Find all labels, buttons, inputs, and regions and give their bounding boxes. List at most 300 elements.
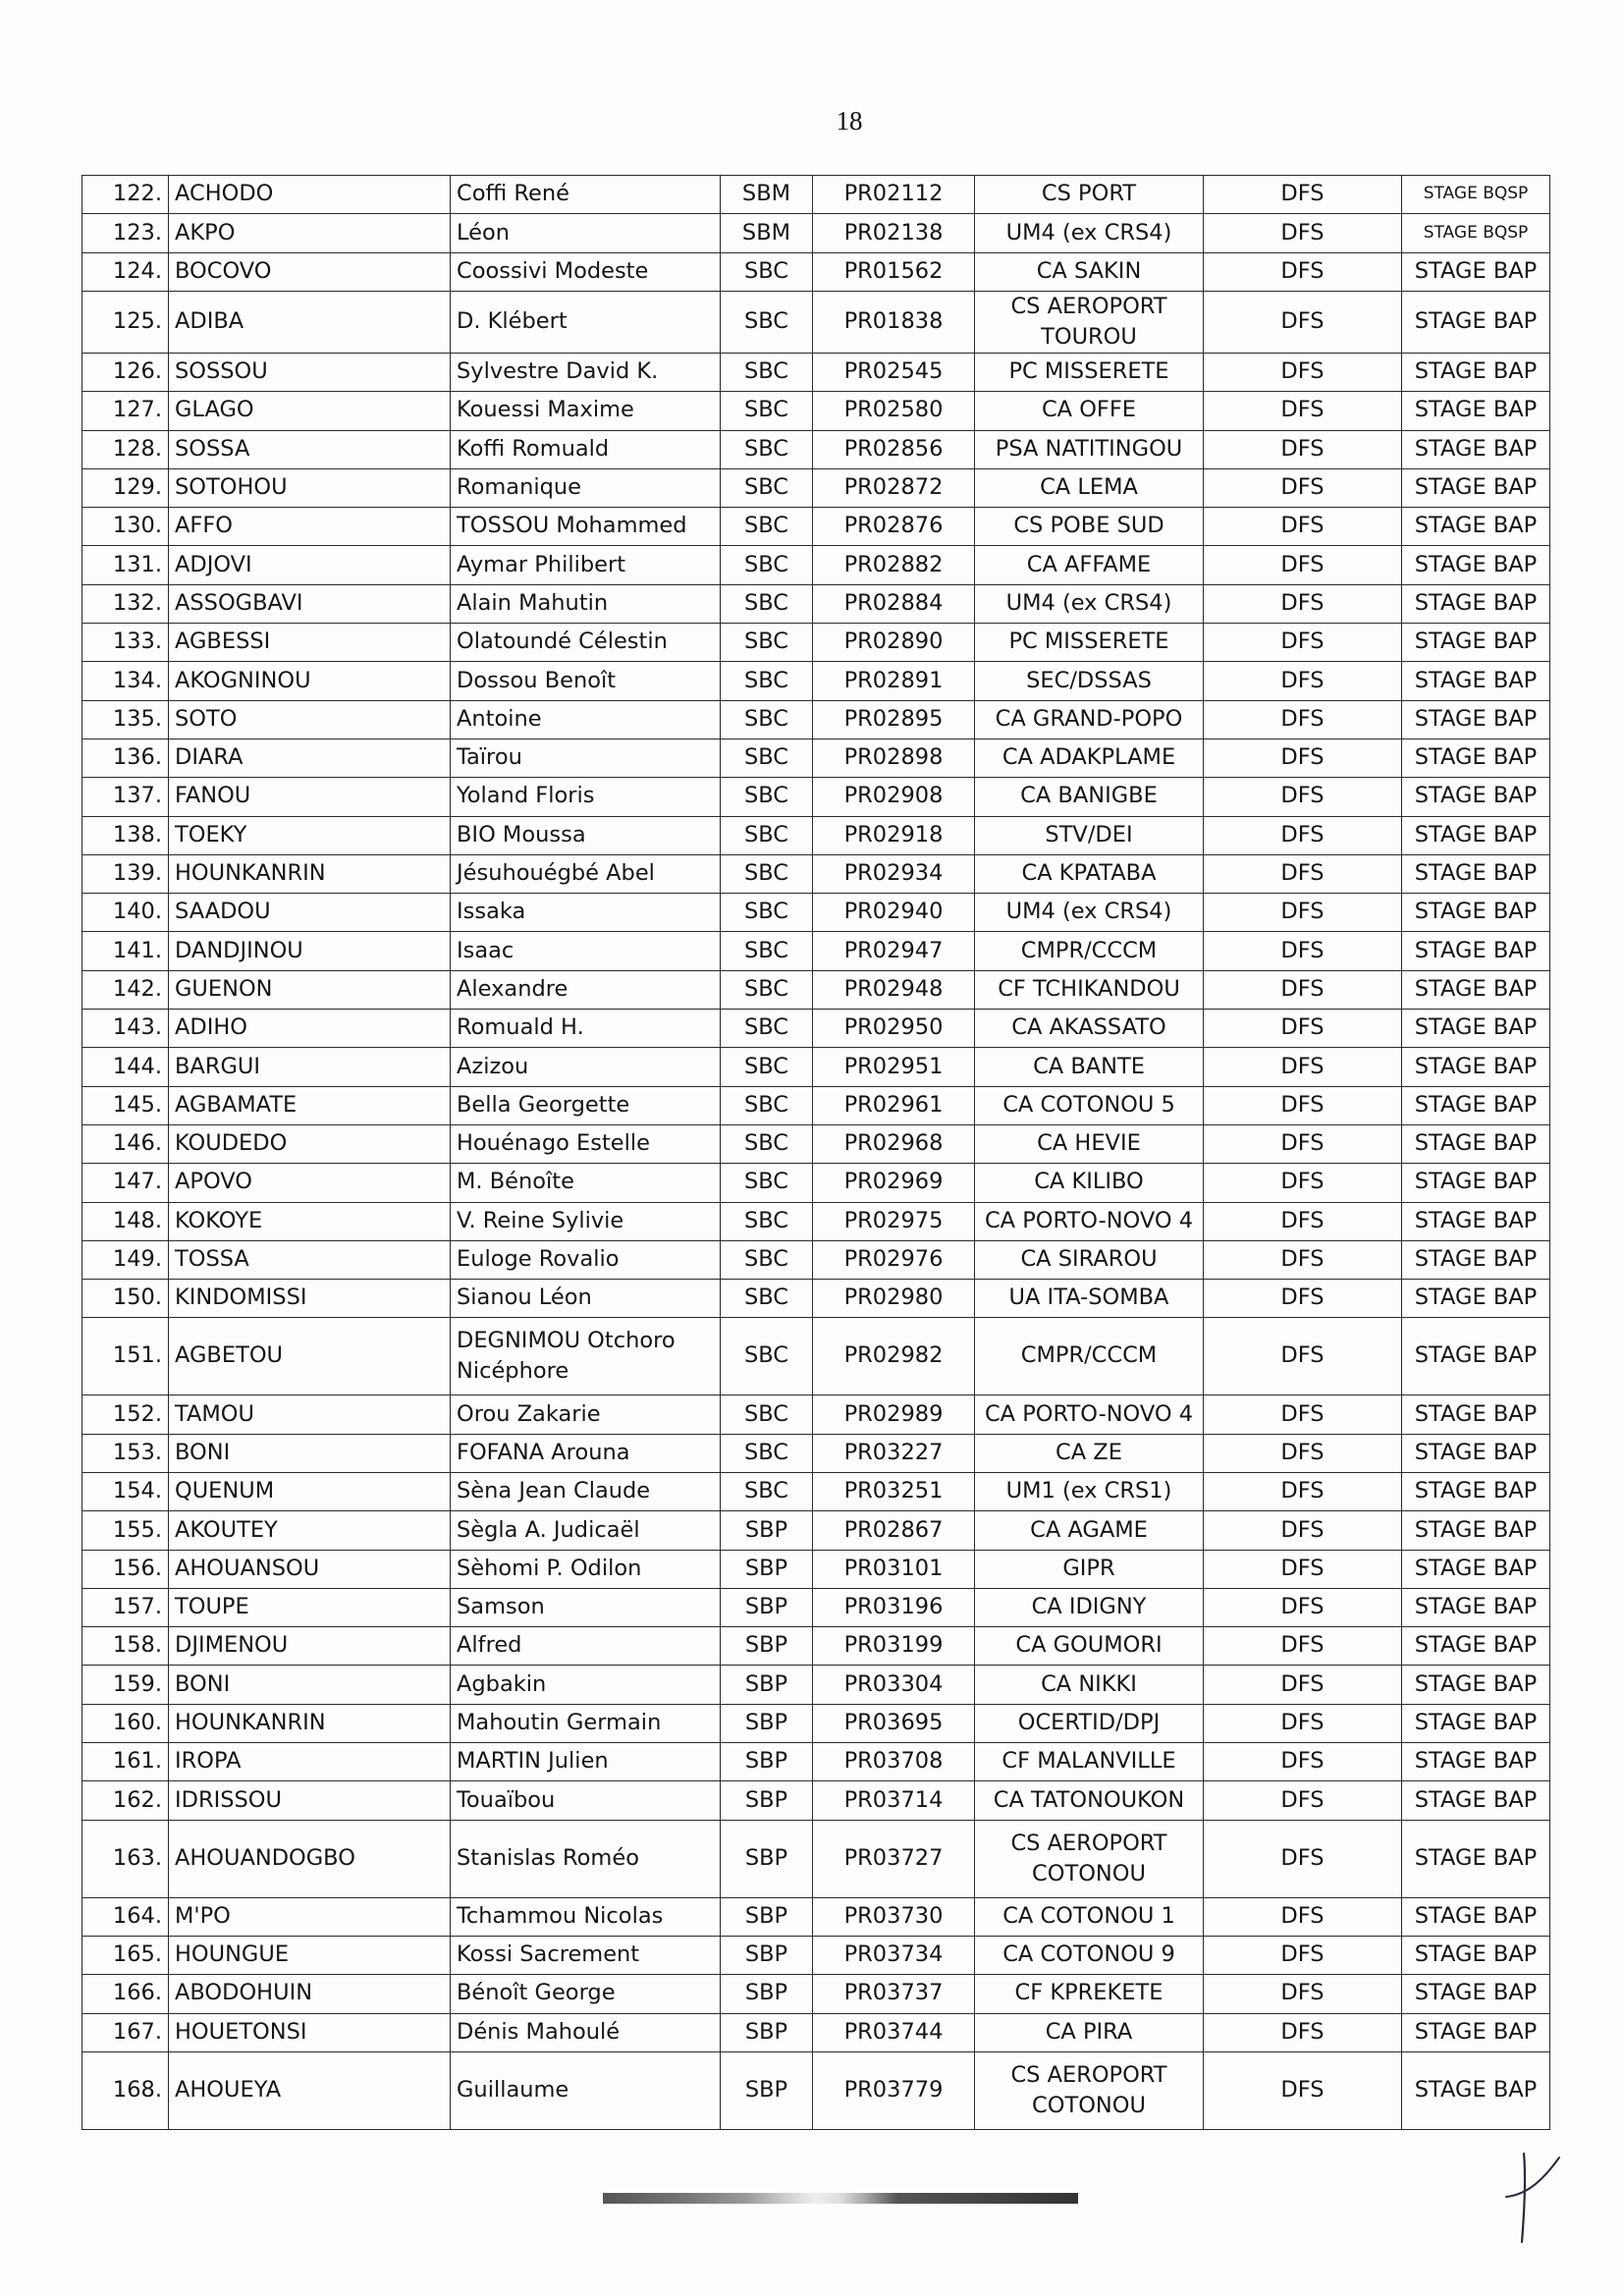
given-names-cell: Alfred: [451, 1627, 721, 1666]
surname-cell: AKPO: [169, 214, 451, 252]
given-names-cell: Kossi Sacrement: [451, 1936, 721, 1974]
surname-cell: ADIBA: [169, 291, 451, 353]
directorate-cell: DFS: [1204, 1897, 1402, 1936]
grade-cell: SBC: [721, 1202, 813, 1240]
matricule-cell: PR02872: [813, 468, 975, 507]
given-names-cell: Léon: [451, 214, 721, 252]
given-names-cell: TOSSOU Mohammed: [451, 508, 721, 546]
grade-cell: SBP: [721, 1897, 813, 1936]
handwritten-initial: [1502, 2136, 1581, 2254]
matricule-cell: PR02856: [813, 430, 975, 468]
row-number: 135.: [82, 700, 169, 738]
matricule-cell: PR02975: [813, 1202, 975, 1240]
directorate-cell: DFS: [1204, 252, 1402, 291]
matricule-cell: PR02961: [813, 1086, 975, 1124]
directorate-cell: DFS: [1204, 1164, 1402, 1202]
table-row: [82, 1743, 1550, 1781]
grade-cell: SBM: [721, 176, 813, 214]
grade-cell: SBP: [721, 2051, 813, 2129]
directorate-cell: DFS: [1204, 214, 1402, 252]
matricule-cell: PR03227: [813, 1434, 975, 1472]
surname-cell: BONI: [169, 1666, 451, 1704]
matricule-cell: PR02951: [813, 1048, 975, 1086]
status-cell: STAGE BAP: [1402, 1666, 1550, 1704]
table-row: [82, 508, 1550, 546]
posting-cell: CA KILIBO: [975, 1164, 1204, 1202]
status-cell: STAGE BAP: [1402, 816, 1550, 854]
given-names-cell: V. Reine Sylivie: [451, 1202, 721, 1240]
posting-cell: UM4 (ex CRS4): [975, 894, 1204, 932]
status-cell: STAGE BAP: [1402, 1240, 1550, 1279]
posting-cell: CA COTONOU 1: [975, 1897, 1204, 1936]
directorate-cell: DFS: [1204, 1666, 1402, 1704]
grade-cell: SBC: [721, 1124, 813, 1163]
posting-cell: CA GOUMORI: [975, 1627, 1204, 1666]
posting-cell: CA PORTO-NOVO 4: [975, 1202, 1204, 1240]
status-cell: STAGE BAP: [1402, 1124, 1550, 1163]
given-names-cell: M. Bénoîte: [451, 1164, 721, 1202]
matricule-cell: PR02918: [813, 816, 975, 854]
table-row: [82, 353, 1550, 391]
posting-cell: CA BANTE: [975, 1048, 1204, 1086]
grade-cell: SBC: [721, 932, 813, 970]
surname-cell: DIARA: [169, 738, 451, 777]
row-number: 148.: [82, 1202, 169, 1240]
status-cell: STAGE BAP: [1402, 662, 1550, 700]
status-cell: STAGE BAP: [1402, 1781, 1550, 1820]
matricule-cell: PR02882: [813, 546, 975, 584]
status-cell: STAGE BAP: [1402, 1897, 1550, 1936]
status-cell: STAGE BAP: [1402, 1820, 1550, 1897]
status-cell: STAGE BAP: [1402, 1280, 1550, 1318]
scan-calibration-bar: [603, 2193, 1078, 2204]
status-cell: STAGE BAP: [1402, 1743, 1550, 1781]
status-cell: STAGE BAP: [1402, 508, 1550, 546]
directorate-cell: DFS: [1204, 1704, 1402, 1742]
surname-cell: AGBETOU: [169, 1318, 451, 1395]
table-row: [82, 1550, 1550, 1588]
matricule-cell: PR02112: [813, 176, 975, 214]
table-row: [82, 2013, 1550, 2051]
table-row: [82, 700, 1550, 738]
table-row: [82, 1666, 1550, 1704]
row-number: 127.: [82, 392, 169, 430]
surname-cell: TOUPE: [169, 1588, 451, 1626]
directorate-cell: DFS: [1204, 662, 1402, 700]
surname-cell: SOSSA: [169, 430, 451, 468]
given-names-cell: Sèhomi P. Odilon: [451, 1550, 721, 1588]
posting-cell: CA AGAME: [975, 1511, 1204, 1550]
posting-cell: UM1 (ex CRS1): [975, 1473, 1204, 1511]
surname-cell: DJIMENOU: [169, 1627, 451, 1666]
row-number: 133.: [82, 624, 169, 662]
row-number: 140.: [82, 894, 169, 932]
matricule-cell: PR03779: [813, 2051, 975, 2129]
directorate-cell: DFS: [1204, 2051, 1402, 2129]
grade-cell: SBC: [721, 894, 813, 932]
given-names-cell: Stanislas Roméo: [451, 1820, 721, 1897]
surname-cell: KOKOYE: [169, 1202, 451, 1240]
table-row: [82, 1781, 1550, 1820]
table-row: [82, 738, 1550, 777]
surname-cell: TOSSA: [169, 1240, 451, 1279]
table-row: [82, 1086, 1550, 1124]
given-names-cell: Taïrou: [451, 738, 721, 777]
directorate-cell: DFS: [1204, 816, 1402, 854]
table-row: [82, 1473, 1550, 1511]
matricule-cell: PR02980: [813, 1280, 975, 1318]
given-names-cell: Euloge Rovalio: [451, 1240, 721, 1279]
table-row: [82, 1897, 1550, 1936]
matricule-cell: PR02948: [813, 970, 975, 1009]
status-cell: STAGE BAP: [1402, 1086, 1550, 1124]
given-names-cell: Tchammou Nicolas: [451, 1897, 721, 1936]
given-names-cell: Sèna Jean Claude: [451, 1473, 721, 1511]
row-number: 138.: [82, 816, 169, 854]
directorate-cell: DFS: [1204, 546, 1402, 584]
table-row: [82, 1627, 1550, 1666]
row-number: 161.: [82, 1743, 169, 1781]
status-cell: STAGE BAP: [1402, 1164, 1550, 1202]
surname-cell: AGBESSI: [169, 624, 451, 662]
matricule-cell: PR02908: [813, 778, 975, 816]
row-number: 136.: [82, 738, 169, 777]
row-number: 154.: [82, 1473, 169, 1511]
surname-cell: ACHODO: [169, 176, 451, 214]
surname-cell: APOVO: [169, 1164, 451, 1202]
matricule-cell: PR03708: [813, 1743, 975, 1781]
grade-cell: SBC: [721, 624, 813, 662]
given-names-cell: Sègla A. Judicaël: [451, 1511, 721, 1550]
status-cell: STAGE BAP: [1402, 291, 1550, 353]
grade-cell: SBC: [721, 778, 813, 816]
table-row: [82, 392, 1550, 430]
status-cell: STAGE BAP: [1402, 546, 1550, 584]
directorate-cell: DFS: [1204, 932, 1402, 970]
surname-cell: IROPA: [169, 1743, 451, 1781]
row-number: 144.: [82, 1048, 169, 1086]
status-cell: STAGE BAP: [1402, 468, 1550, 507]
table-row: [82, 176, 1550, 214]
directorate-cell: DFS: [1204, 584, 1402, 623]
status-cell: STAGE BAP: [1402, 2051, 1550, 2129]
given-names-cell: Alain Mahutin: [451, 584, 721, 623]
given-names-cell: Antoine: [451, 700, 721, 738]
table-row: [82, 1511, 1550, 1550]
matricule-cell: PR02976: [813, 1240, 975, 1279]
grade-cell: SBP: [721, 1511, 813, 1550]
matricule-cell: PR02940: [813, 894, 975, 932]
table-row: [82, 1704, 1550, 1742]
posting-cell: CA SIRAROU: [975, 1240, 1204, 1279]
row-number: 130.: [82, 508, 169, 546]
given-names-cell: Yoland Floris: [451, 778, 721, 816]
given-names-cell: BIO Moussa: [451, 816, 721, 854]
table-row: [82, 1318, 1550, 1395]
given-names-cell: Aymar Philibert: [451, 546, 721, 584]
posting-cell: UA ITA-SOMBA: [975, 1280, 1204, 1318]
matricule-cell: PR03744: [813, 2013, 975, 2051]
directorate-cell: DFS: [1204, 392, 1402, 430]
status-cell: STAGE BAP: [1402, 894, 1550, 932]
surname-cell: HOUNKANRIN: [169, 854, 451, 893]
posting-cell: CA ADAKPLAME: [975, 738, 1204, 777]
surname-cell: HOUETONSI: [169, 2013, 451, 2051]
status-cell: STAGE BAP: [1402, 1936, 1550, 1974]
surname-cell: TOEKY: [169, 816, 451, 854]
directorate-cell: DFS: [1204, 1318, 1402, 1395]
row-number: 162.: [82, 1781, 169, 1820]
row-number: 152.: [82, 1395, 169, 1434]
table-row: [82, 2051, 1550, 2129]
directorate-cell: DFS: [1204, 1936, 1402, 1974]
personnel-table: [81, 175, 1550, 2130]
given-names-cell: Bella Georgette: [451, 1086, 721, 1124]
posting-cell: CA SAKIN: [975, 252, 1204, 291]
table-row: [82, 1434, 1550, 1472]
status-cell: STAGE BAP: [1402, 1704, 1550, 1742]
directorate-cell: DFS: [1204, 1240, 1402, 1279]
surname-cell: HOUNKANRIN: [169, 1704, 451, 1742]
grade-cell: SBC: [721, 1395, 813, 1434]
matricule-cell: PR03730: [813, 1897, 975, 1936]
posting-cell: CMPR/CCCM: [975, 932, 1204, 970]
table-row: [82, 1395, 1550, 1434]
directorate-cell: DFS: [1204, 1820, 1402, 1897]
table-row: [82, 1975, 1550, 2013]
directorate-cell: DFS: [1204, 353, 1402, 391]
grade-cell: SBC: [721, 1434, 813, 1472]
surname-cell: BOCOVO: [169, 252, 451, 291]
row-number: 163.: [82, 1820, 169, 1897]
surname-cell: KOUDEDO: [169, 1124, 451, 1163]
grade-cell: SBP: [721, 1743, 813, 1781]
surname-cell: ADJOVI: [169, 546, 451, 584]
row-number: 142.: [82, 970, 169, 1009]
matricule-cell: PR03199: [813, 1627, 975, 1666]
status-cell: STAGE BAP: [1402, 353, 1550, 391]
table-row: [82, 1936, 1550, 1974]
status-cell: STAGE BAP: [1402, 624, 1550, 662]
matricule-cell: PR02947: [813, 932, 975, 970]
row-number: 159.: [82, 1666, 169, 1704]
directorate-cell: DFS: [1204, 854, 1402, 893]
matricule-cell: PR02950: [813, 1010, 975, 1048]
table-row: [82, 1202, 1550, 1240]
directorate-cell: DFS: [1204, 1975, 1402, 2013]
matricule-cell: PR02545: [813, 353, 975, 391]
matricule-cell: PR02867: [813, 1511, 975, 1550]
grade-cell: SBC: [721, 816, 813, 854]
surname-cell: IDRISSOU: [169, 1781, 451, 1820]
given-names-cell: Samson: [451, 1588, 721, 1626]
table-row: [82, 584, 1550, 623]
row-number: 126.: [82, 353, 169, 391]
given-names-cell: Dénis Mahoulé: [451, 2013, 721, 2051]
status-cell: STAGE BQSP: [1402, 214, 1550, 252]
grade-cell: SBC: [721, 970, 813, 1009]
status-cell: STAGE BAP: [1402, 970, 1550, 1009]
directorate-cell: DFS: [1204, 778, 1402, 816]
surname-cell: QUENUM: [169, 1473, 451, 1511]
status-cell: STAGE BAP: [1402, 252, 1550, 291]
grade-cell: SBP: [721, 1550, 813, 1588]
matricule-cell: PR03734: [813, 1936, 975, 1974]
directorate-cell: DFS: [1204, 1280, 1402, 1318]
surname-cell: SOTOHOU: [169, 468, 451, 507]
matricule-cell: PR02138: [813, 214, 975, 252]
posting-cell: CA TATONOUKON: [975, 1781, 1204, 1820]
row-number: 139.: [82, 854, 169, 893]
row-number: 123.: [82, 214, 169, 252]
posting-cell: CMPR/CCCM: [975, 1318, 1204, 1395]
directorate-cell: DFS: [1204, 1627, 1402, 1666]
table-row: [82, 624, 1550, 662]
surname-cell: HOUNGUE: [169, 1936, 451, 1974]
given-names-cell: Isaac: [451, 932, 721, 970]
row-number: 147.: [82, 1164, 169, 1202]
directorate-cell: DFS: [1204, 508, 1402, 546]
row-number: 125.: [82, 291, 169, 353]
grade-cell: SBC: [721, 1010, 813, 1048]
directorate-cell: DFS: [1204, 894, 1402, 932]
matricule-cell: PR03196: [813, 1588, 975, 1626]
given-names-cell: Houénago Estelle: [451, 1124, 721, 1163]
table-row: [82, 214, 1550, 252]
given-names-cell: Issaka: [451, 894, 721, 932]
table-row: [82, 1820, 1550, 1897]
status-cell: STAGE BQSP: [1402, 176, 1550, 214]
status-cell: STAGE BAP: [1402, 854, 1550, 893]
status-cell: STAGE BAP: [1402, 584, 1550, 623]
directorate-cell: DFS: [1204, 624, 1402, 662]
given-names-cell: Sylvestre David K.: [451, 353, 721, 391]
surname-cell: SOSSOU: [169, 353, 451, 391]
given-names-cell: Romanique: [451, 468, 721, 507]
posting-cell: CA COTONOU 9: [975, 1936, 1204, 1974]
surname-cell: AFFO: [169, 508, 451, 546]
posting-cell: CS AEROPORT TOUROU: [975, 291, 1204, 353]
grade-cell: SBP: [721, 1936, 813, 1974]
matricule-cell: PR02580: [813, 392, 975, 430]
table-row: [82, 1048, 1550, 1086]
matricule-cell: PR03251: [813, 1473, 975, 1511]
directorate-cell: DFS: [1204, 176, 1402, 214]
matricule-cell: PR01838: [813, 291, 975, 353]
posting-cell: CA COTONOU 5: [975, 1086, 1204, 1124]
status-cell: STAGE BAP: [1402, 1975, 1550, 2013]
directorate-cell: DFS: [1204, 291, 1402, 353]
grade-cell: SBM: [721, 214, 813, 252]
posting-cell: CA GRAND-POPO: [975, 700, 1204, 738]
status-cell: STAGE BAP: [1402, 1318, 1550, 1395]
directorate-cell: DFS: [1204, 2013, 1402, 2051]
row-number: 157.: [82, 1588, 169, 1626]
posting-cell: CA ZE: [975, 1434, 1204, 1472]
matricule-cell: PR02884: [813, 584, 975, 623]
surname-cell: AKOUTEY: [169, 1511, 451, 1550]
matricule-cell: PR03727: [813, 1820, 975, 1897]
grade-cell: SBP: [721, 1781, 813, 1820]
status-cell: STAGE BAP: [1402, 1202, 1550, 1240]
row-number: 146.: [82, 1124, 169, 1163]
table-row: [82, 1164, 1550, 1202]
grade-cell: SBC: [721, 1280, 813, 1318]
surname-cell: SOTO: [169, 700, 451, 738]
row-number: 158.: [82, 1627, 169, 1666]
given-names-cell: Alexandre: [451, 970, 721, 1009]
surname-cell: ASSOGBAVI: [169, 584, 451, 623]
given-names-cell: MARTIN Julien: [451, 1743, 721, 1781]
table-row: [82, 854, 1550, 893]
grade-cell: SBC: [721, 1473, 813, 1511]
grade-cell: SBC: [721, 854, 813, 893]
given-names-cell: Kouessi Maxime: [451, 392, 721, 430]
posting-cell: CS AEROPORT COTONOU: [975, 2051, 1204, 2129]
row-number: 141.: [82, 932, 169, 970]
given-names-cell: Guillaume: [451, 2051, 721, 2129]
posting-cell: CS PORT: [975, 176, 1204, 214]
grade-cell: SBC: [721, 508, 813, 546]
posting-cell: STV/DEI: [975, 816, 1204, 854]
posting-cell: GIPR: [975, 1550, 1204, 1588]
status-cell: STAGE BAP: [1402, 2013, 1550, 2051]
status-cell: STAGE BAP: [1402, 1511, 1550, 1550]
matricule-cell: PR02895: [813, 700, 975, 738]
table-row: [82, 778, 1550, 816]
status-cell: STAGE BAP: [1402, 1627, 1550, 1666]
given-names-cell: Mahoutin Germain: [451, 1704, 721, 1742]
grade-cell: SBC: [721, 546, 813, 584]
given-names-cell: Dossou Benoît: [451, 662, 721, 700]
grade-cell: SBC: [721, 1240, 813, 1279]
table-row: [82, 252, 1550, 291]
table-row: [82, 1240, 1550, 1279]
posting-cell: CA NIKKI: [975, 1666, 1204, 1704]
surname-cell: SAADOU: [169, 894, 451, 932]
status-cell: STAGE BAP: [1402, 778, 1550, 816]
grade-cell: SBP: [721, 1704, 813, 1742]
grade-cell: SBP: [721, 1820, 813, 1897]
row-number: 156.: [82, 1550, 169, 1588]
posting-cell: UM4 (ex CRS4): [975, 214, 1204, 252]
given-names-cell: Jésuhouégbé Abel: [451, 854, 721, 893]
table-row: [82, 1280, 1550, 1318]
row-number: 155.: [82, 1511, 169, 1550]
table-row: [82, 662, 1550, 700]
row-number: 165.: [82, 1936, 169, 1974]
matricule-cell: PR02982: [813, 1318, 975, 1395]
surname-cell: M'PO: [169, 1897, 451, 1936]
given-names-cell: Coffi René: [451, 176, 721, 214]
row-number: 137.: [82, 778, 169, 816]
posting-cell: CA HEVIE: [975, 1124, 1204, 1163]
row-number: 132.: [82, 584, 169, 623]
grade-cell: SBC: [721, 700, 813, 738]
grade-cell: SBP: [721, 1627, 813, 1666]
surname-cell: FANOU: [169, 778, 451, 816]
table-row: [82, 468, 1550, 507]
grade-cell: SBC: [721, 392, 813, 430]
directorate-cell: DFS: [1204, 1743, 1402, 1781]
posting-cell: CA PIRA: [975, 2013, 1204, 2051]
table-row: [82, 816, 1550, 854]
posting-cell: CA IDIGNY: [975, 1588, 1204, 1626]
directorate-cell: DFS: [1204, 1395, 1402, 1434]
matricule-cell: PR03737: [813, 1975, 975, 2013]
grade-cell: SBC: [721, 738, 813, 777]
directorate-cell: DFS: [1204, 970, 1402, 1009]
